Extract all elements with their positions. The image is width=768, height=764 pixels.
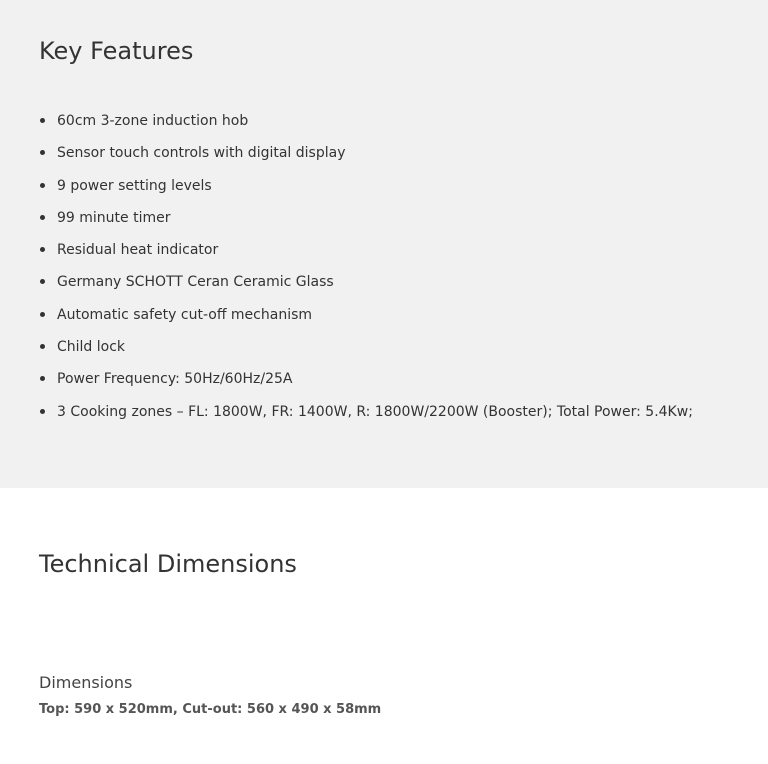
dimensions-label: Dimensions [39,673,133,692]
bullet-icon [40,409,45,414]
feature-text: Germany SCHOTT Ceran Ceramic Glass [57,274,334,291]
feature-text: 60cm 3-zone induction hob [57,113,249,129]
feature-list-item [57,401,693,433]
feature-list-item [57,368,693,400]
bullet-icon [40,279,45,284]
feature-text: Child lock [57,339,126,356]
feature-text: 3 Cooking zones – FL: 1800W, FR: 1400W, R: 1800W/2200W (Booster); Total Power: 5.4Kw; [57,403,693,420]
feature-text: 99 minute timer [57,209,171,226]
bullet-icon [40,344,45,349]
feature-list-item [57,175,693,207]
feature-text: Residual heat indicator [57,242,219,259]
bullet-icon [40,118,45,123]
bullet-icon [40,376,45,381]
bullet-icon [40,247,45,252]
dimensions-value: Top: 590 x 520mm, Cut-out: 560 x 490 x 58mm [39,702,382,717]
feature-list-item [57,336,693,368]
technical-dimensions-heading: Technical Dimensions [39,550,297,578]
feature-text: 9 power setting levels [57,177,212,194]
feature-list-item [57,271,693,303]
technical-dimensions-section [0,488,768,764]
feature-list-item [57,207,693,239]
feature-list-item [57,239,693,271]
key-features-heading: Key Features [39,37,194,65]
feature-text: Sensor touch controls with digital display [57,145,346,162]
feature-text: Power Frequency: 50Hz/60Hz/25A [57,371,293,388]
feature-list-item [57,110,693,142]
bullet-icon [40,215,45,220]
feature-list-item [57,142,693,174]
bullet-icon [40,150,45,155]
bullet-icon [40,312,45,317]
feature-text: Automatic safety cut-off mechanism [57,306,313,323]
key-features-list [57,110,693,433]
feature-list-item [57,304,693,336]
bullet-icon [40,183,45,188]
